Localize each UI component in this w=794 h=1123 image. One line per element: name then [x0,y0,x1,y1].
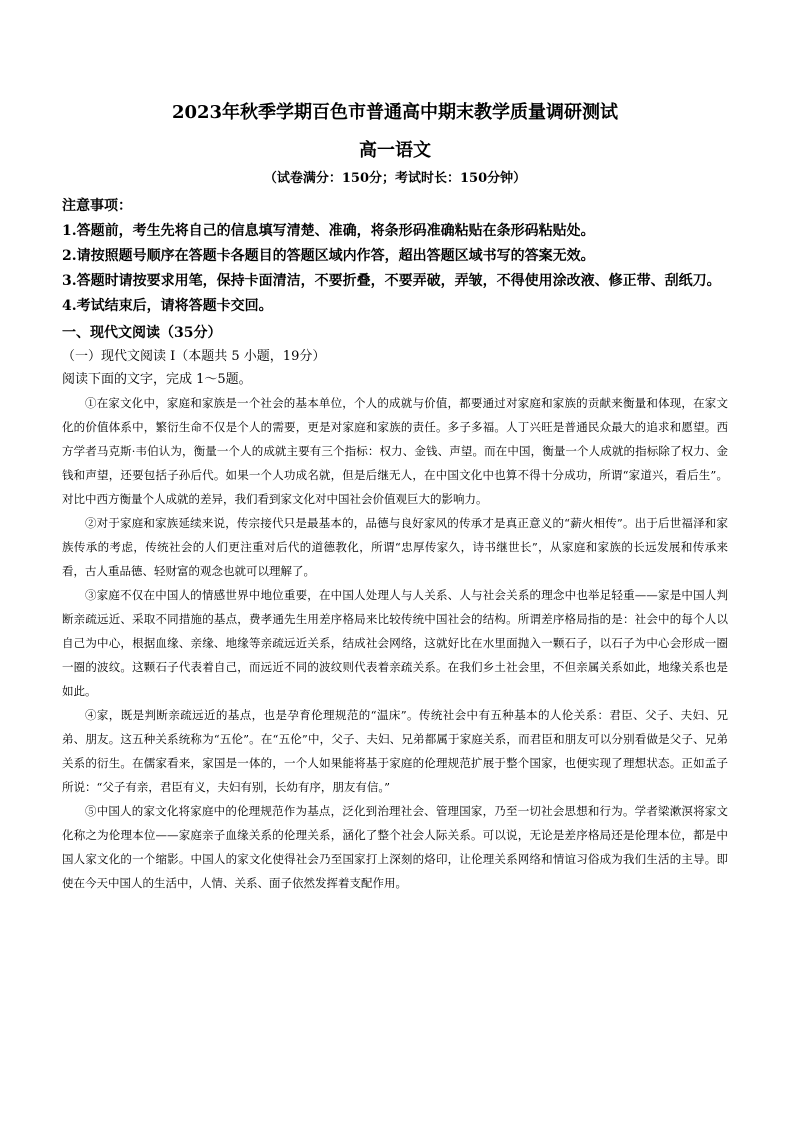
exam-subject: 高一语文 [359,140,431,161]
section-title: 一、现代文阅读（35分） [62,325,222,341]
passage-paragraph: ④家，既是判断亲疏远近的基点，也是孕育伦理规范的“温床”。传统社会中有五种基本的人伦关系：君臣、父子、夫妇、兄弟、朋友。这五种关系统称为“五伦”。在“五伦”中，父子、夫妇、兄弟都属于家庭关系，而君臣和朋友可以分别看做是父子、兄弟关系的衍生。在儒家看来，家国是一体的，一个人如果能将基于家庭的伦理规范扩展于整个国家，也便实现了理想状态。正如孟子所说：“父子有亲，君臣有义，夫妇有别，长幼有序，朋友有信。” [62,708,728,794]
passage-paragraph: ⑤中国人的家文化将家庭中的伦理规范作为基点，泛化到治理社会、管理国家，乃至一切社会思想和行为。学者梁漱溟将家文化称之为伦理本位——家庭亲子血缘关系的伦理关系，涵化了整个社会人际关系。可以说，无论是差序格局还是伦理本位，都是中国人家文化的一个缩影。中国人的家文化使得社会乃至国家打上深刻的烙印，让伦理关系网络和情谊习俗成为我们生活的主导。即使在今天中国人的生活中，人情、关系、面子依然发挥着支配作用。 [62,804,728,890]
notice-item: 3.答题时请按要求用笔，保持卡面清洁，不要折叠，不要弄破，弄皱，不得使用涂改液、修正带、刮纸刀。 [62,273,721,289]
notice-item: 4.考试结束后，请将答题卡交回。 [62,298,273,314]
passage-paragraph: ②对于家庭和家族延续来说，传宗接代只是最基本的，品德与良好家风的传承才是真正意义的“薪火相传”。出于后世福泽和家族传承的考虑，传统社会的人们更注重对后代的道德教化，所谓“忠厚传家久，诗书继世长”，从家庭和家族的长远发展和传承来看，古人重品德、轻财富的观念也就可以理解了。 [62,516,728,578]
notice-item: 2.请按照题号顺序在答题卡各题目的答题区域内作答，超出答题区域书写的答案无效。 [62,248,595,264]
reading-instruction: 阅读下面的文字，完成 1～5题。 [62,372,252,387]
notice-block [62,194,728,319]
notice-heading: 注意事项： [62,198,132,214]
reading-passage [62,391,728,895]
passage-paragraph: ①在家文化中，家庭和家族是一个社会的基本单位，个人的成就与价值，都要通过对家庭和家族的贡献来衡量和体现，在家文化的价值体系中，繁衍生命不仅是个人的需要，更是对家庭和家族的责任。多子多福。人丁兴旺是普通民众最大的追求和愿望。西方学者马克斯·韦伯认为，衡量一个人的成就主要有三个指标：权力、金钱、声望。而在中国，衡量一个人成就的指标除了权力、金钱和声望，还要包括子孙后代。如果一个人功成名就，但是后继无人，在中国文化中也算不得十分成功，所谓“家道兴，看后生”。对比中西方衡量个人成就的差异，我们看到家文化对中国社会价值观巨大的影响力。 [62,396,728,506]
subsection-title: （一）现代文阅读 I（本题共 5 小题，19分） [62,349,326,364]
notice-item: 1.答题前，考生先将自己的信息填写清楚、准确，将条形码准确粘贴在条形码粘贴处。 [62,223,595,239]
exam-title: 2023年秋季学期百色市普通高中期末教学质量调研测试 [171,102,619,123]
exam-meta: （试卷满分：150分；考试时长：150分钟） [263,171,527,186]
passage-paragraph: ③家庭不仅在中国人的情感世界中地位重要，在中国人处理人与人关系、人与社会关系的理念中也举足轻重——家是中国人判断亲疏远近、采取不同措施的基点，费孝通先生用差序格局来比较传统中国社会的结构。所谓差序格局指的是：社会中的每个人以自己为中心，根据血缘、亲缘、地缘等亲疏远近关系，结成社会网络，这就好比在水里面抛入一颗石子，以石子为中心会形成一圈一圈的波纹。这颗石子代表着自己，而远近不同的波纹则代表着亲疏关系。在我们乡土社会里，不但亲属关系如此，地缘关系也是如此。 [62,588,728,698]
